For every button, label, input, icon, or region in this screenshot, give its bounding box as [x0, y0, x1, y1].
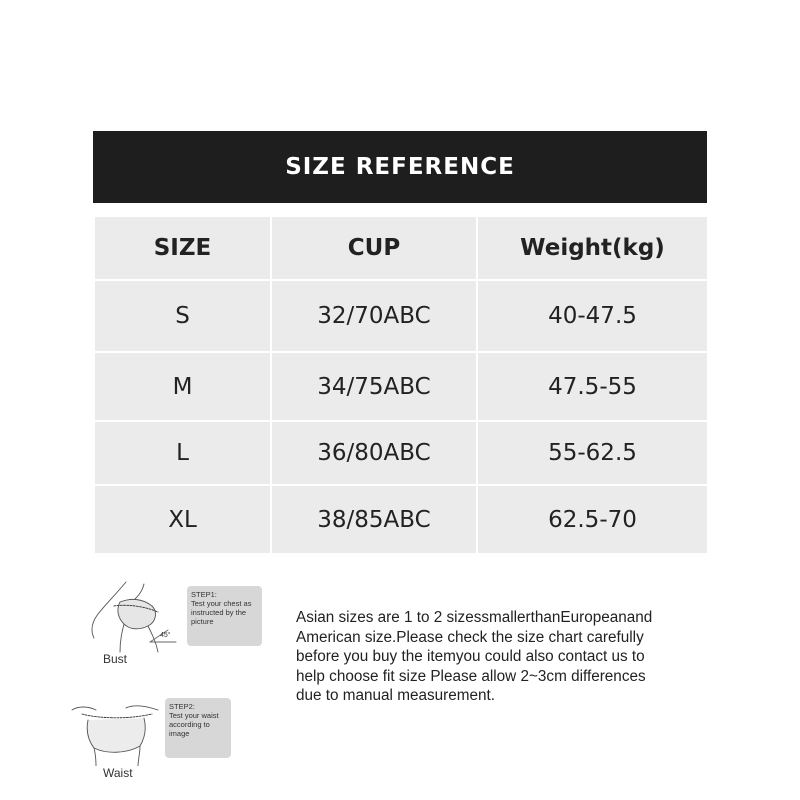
cell-cup: 32/70ABC — [271, 280, 477, 352]
cell-size: L — [94, 421, 271, 485]
table-header-row — [94, 216, 708, 280]
step1-title: STEP1: — [191, 590, 217, 599]
note-line: American size.Please check the size chart carefully — [296, 628, 644, 646]
cell-size: M — [94, 352, 271, 421]
cell-cup: 38/85ABC — [271, 485, 477, 554]
note-line: before you buy the itemyou could also contact us to — [296, 648, 645, 665]
table-row — [94, 421, 708, 485]
cell-weight: 47.5-55 — [477, 352, 708, 421]
size-reference-banner — [93, 131, 707, 203]
size-note — [296, 608, 736, 706]
waist-measure-illustration — [66, 700, 166, 766]
header-cup: CUP — [271, 216, 477, 280]
cell-weight: 40-47.5 — [477, 280, 708, 352]
table-row — [94, 485, 708, 554]
cell-cup: 36/80ABC — [271, 421, 477, 485]
step1-text: Test your chest as instructed by the picture — [191, 599, 252, 626]
header-weight: Weight(kg) — [477, 216, 708, 280]
banner-title: SIZE REFERENCE — [285, 154, 515, 180]
table-row — [94, 352, 708, 421]
step2-text: Test your waist according to image — [169, 711, 219, 738]
note-line: Asian sizes are 1 to 2 sizessmallerthanEuropeanand — [296, 609, 653, 626]
angle-label: 45° — [160, 632, 171, 639]
step1-box — [187, 586, 262, 646]
header-size: SIZE — [94, 216, 271, 280]
cell-weight: 62.5-70 — [477, 485, 708, 554]
table-row — [94, 280, 708, 352]
cell-weight: 55-62.5 — [477, 421, 708, 485]
cell-size: S — [94, 280, 271, 352]
step2-title: STEP2: — [169, 702, 195, 711]
size-table — [93, 215, 709, 555]
bust-label: Bust — [103, 652, 128, 666]
bust-measure-illustration — [86, 580, 181, 655]
step2-box — [165, 698, 231, 758]
note-line: help choose fit size Please allow 2~3cm differences — [296, 667, 646, 685]
cell-size: XL — [94, 485, 271, 554]
note-line: due to manual measurement. — [296, 687, 495, 704]
cell-cup: 34/75ABC — [271, 352, 477, 421]
waist-label: Waist — [103, 766, 133, 780]
